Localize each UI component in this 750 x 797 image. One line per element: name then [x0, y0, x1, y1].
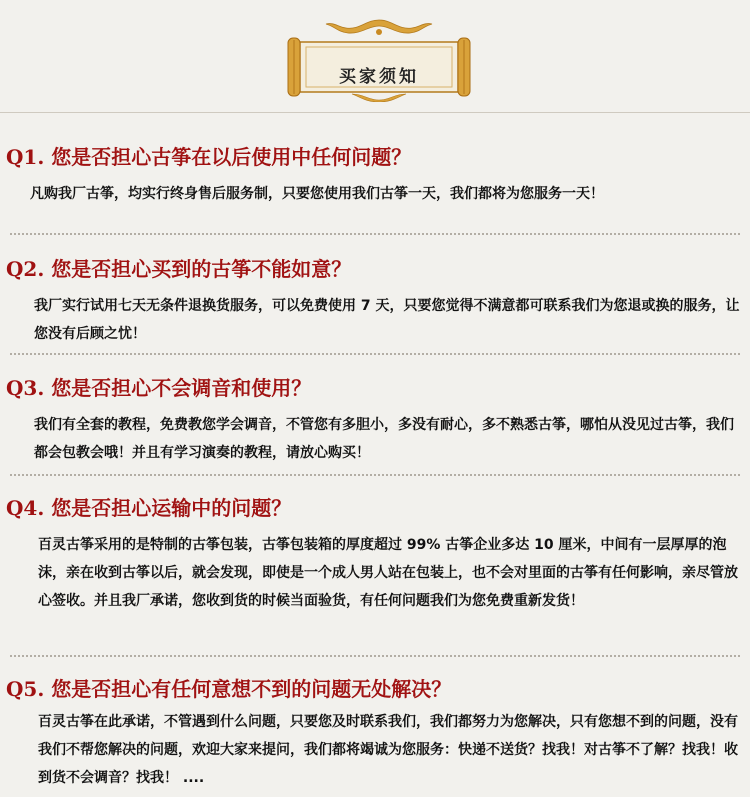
- faq-answer-3: 我们有全套的教程，免费教您学会调音，不管您有多胆小，多没有耐心，多不熟悉古筝，哪怕从没见过古筝，我们都会包教会哦！并且有学习演奏的教程，请放心购买！: [34, 417, 734, 461]
- faq-question-3: Q3. 您是否担心不会调音和使用？: [6, 376, 312, 400]
- header-banner: [286, 18, 472, 102]
- faq-answer-2: 我厂实行试用七天无条件退换货服务，可以免费使用 7 天，只要您觉得不满意都可联系我们为您退或换的服务，让您没有后顾之忧！: [34, 298, 740, 342]
- faq-item-4: [0, 491, 750, 615]
- faq-question-1: Q1. 您是否担心古筝在以后使用中任何问题？: [6, 145, 412, 169]
- faq-item-1: [0, 140, 750, 208]
- faq-answer-1: 凡购我厂古筝，均实行终身售后服务制，只要您使用我们古筝一天，我们都将为您服务一天！: [30, 186, 604, 202]
- faq-divider: [10, 353, 740, 355]
- faq-item-5: [0, 672, 750, 792]
- faq-divider: [10, 474, 740, 476]
- faq-item-2: [0, 252, 750, 348]
- faq-question-2: Q2. 您是否担心买到的古筝不能如意？: [6, 257, 352, 281]
- page-title: 买家须知: [339, 67, 419, 87]
- header-divider: [0, 112, 750, 113]
- ornament-scroll-icon: [286, 18, 472, 102]
- faq-question-5: Q5. 您是否担心有任何意想不到的问题无处解决？: [6, 677, 452, 701]
- faq-divider: [10, 655, 740, 657]
- faq-divider: [10, 233, 740, 235]
- faq-question-4: Q4. 您是否担心运输中的问题？: [6, 496, 292, 520]
- faq-answer-4: 百灵古筝采用的是特制的古筝包装，古筝包装箱的厚度超过 99% 古筝企业多达 10 厘米，中间有一层厚厚的泡沫，亲在收到古筝以后，就会发现，即使是一个成人男人站在包装上，也不会对里面的古筝有任何影响，亲尽管放心签收。并且我厂承诺，您收到货的时候当面验货，有任何问题我们为您免费重新发货！: [38, 537, 738, 609]
- faq-item-3: [0, 371, 750, 467]
- faq-answer-5: 百灵古筝在此承诺，不管遇到什么问题，只要您及时联系我们，我们都努力为您解决，只有您想不到的问题，没有我们不帮您解决的问题，欢迎大家来提问，我们都将竭诚为您服务：快递不送货？找我！对古筝不了解？找我！收到货不会调音？找我！ ....: [38, 714, 738, 786]
